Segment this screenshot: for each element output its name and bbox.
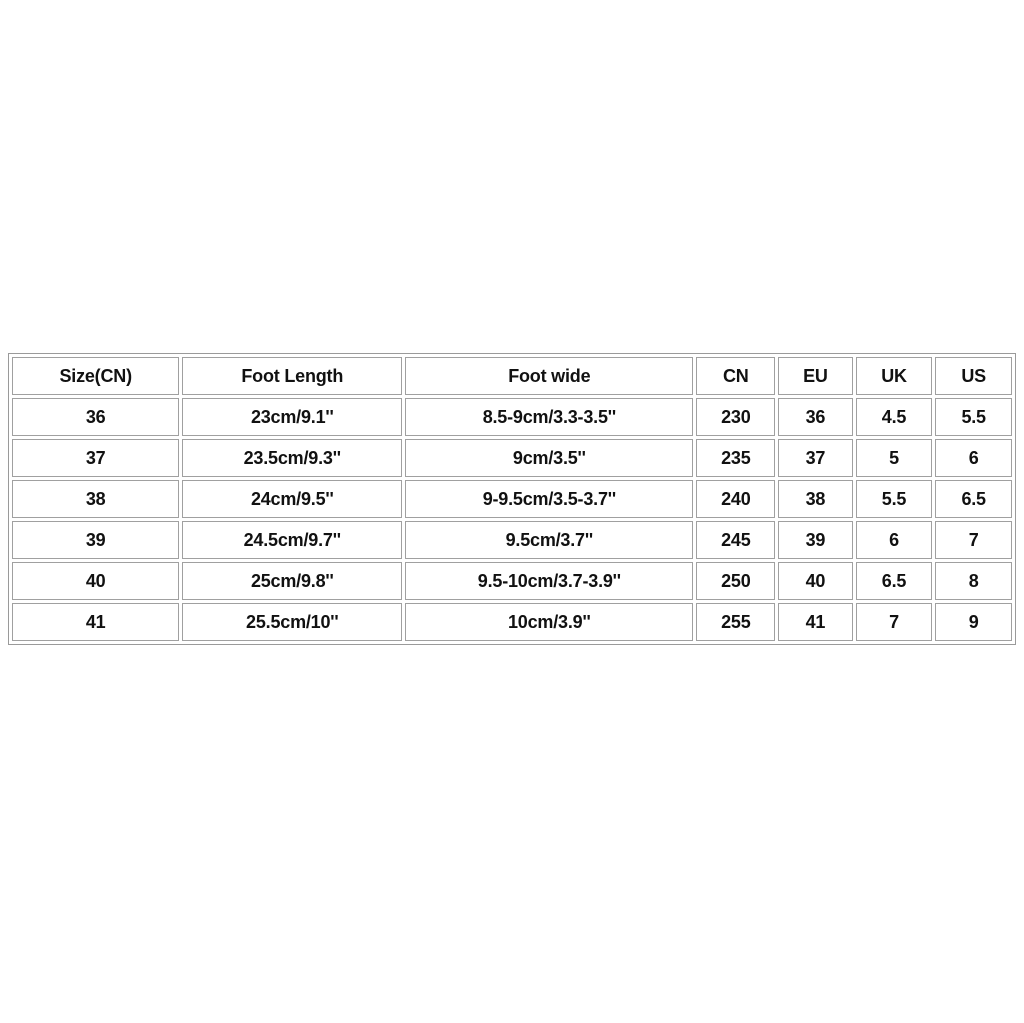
cell-cn: 255 <box>696 603 775 641</box>
cell-foot-wide: 9.5-10cm/3.7-3.9'' <box>405 562 693 600</box>
cell-us: 9 <box>935 603 1012 641</box>
header-eu: EU <box>778 357 853 395</box>
cell-cn: 240 <box>696 480 775 518</box>
cell-foot-wide: 8.5-9cm/3.3-3.5'' <box>405 398 693 436</box>
cell-foot-length: 23.5cm/9.3'' <box>182 439 402 477</box>
cell-eu: 38 <box>778 480 853 518</box>
cell-uk: 6 <box>856 521 933 559</box>
header-foot-wide: Foot wide <box>405 357 693 395</box>
cell-uk: 4.5 <box>856 398 933 436</box>
header-uk: UK <box>856 357 933 395</box>
cell-eu: 37 <box>778 439 853 477</box>
header-us: US <box>935 357 1012 395</box>
cell-eu: 39 <box>778 521 853 559</box>
cell-us: 8 <box>935 562 1012 600</box>
cell-foot-length: 24.5cm/9.7'' <box>182 521 402 559</box>
table-row <box>12 480 1012 518</box>
cell-foot-wide: 9cm/3.5'' <box>405 439 693 477</box>
cell-size-cn: 40 <box>12 562 179 600</box>
cell-uk: 6.5 <box>856 562 933 600</box>
size-chart-table <box>8 353 1016 645</box>
cell-size-cn: 37 <box>12 439 179 477</box>
cell-foot-length: 24cm/9.5'' <box>182 480 402 518</box>
cell-uk: 7 <box>856 603 933 641</box>
table-row <box>12 398 1012 436</box>
cell-eu: 41 <box>778 603 853 641</box>
table-row <box>12 439 1012 477</box>
cell-foot-length: 25.5cm/10'' <box>182 603 402 641</box>
header-row <box>12 357 1012 395</box>
table-row <box>12 521 1012 559</box>
header-size-cn: Size(CN) <box>12 357 179 395</box>
cell-size-cn: 38 <box>12 480 179 518</box>
cell-cn: 235 <box>696 439 775 477</box>
cell-cn: 230 <box>696 398 775 436</box>
cell-size-cn: 36 <box>12 398 179 436</box>
cell-foot-wide: 9-9.5cm/3.5-3.7'' <box>405 480 693 518</box>
header-cn: CN <box>696 357 775 395</box>
cell-eu: 36 <box>778 398 853 436</box>
cell-foot-length: 25cm/9.8'' <box>182 562 402 600</box>
cell-size-cn: 41 <box>12 603 179 641</box>
cell-foot-wide: 9.5cm/3.7'' <box>405 521 693 559</box>
cell-size-cn: 39 <box>12 521 179 559</box>
cell-foot-length: 23cm/9.1'' <box>182 398 402 436</box>
cell-eu: 40 <box>778 562 853 600</box>
cell-us: 6 <box>935 439 1012 477</box>
cell-foot-wide: 10cm/3.9'' <box>405 603 693 641</box>
cell-cn: 245 <box>696 521 775 559</box>
cell-uk: 5 <box>856 439 933 477</box>
cell-uk: 5.5 <box>856 480 933 518</box>
cell-cn: 250 <box>696 562 775 600</box>
header-foot-length: Foot Length <box>182 357 402 395</box>
cell-us: 6.5 <box>935 480 1012 518</box>
table-row <box>12 603 1012 641</box>
cell-us: 5.5 <box>935 398 1012 436</box>
cell-us: 7 <box>935 521 1012 559</box>
table-row <box>12 562 1012 600</box>
